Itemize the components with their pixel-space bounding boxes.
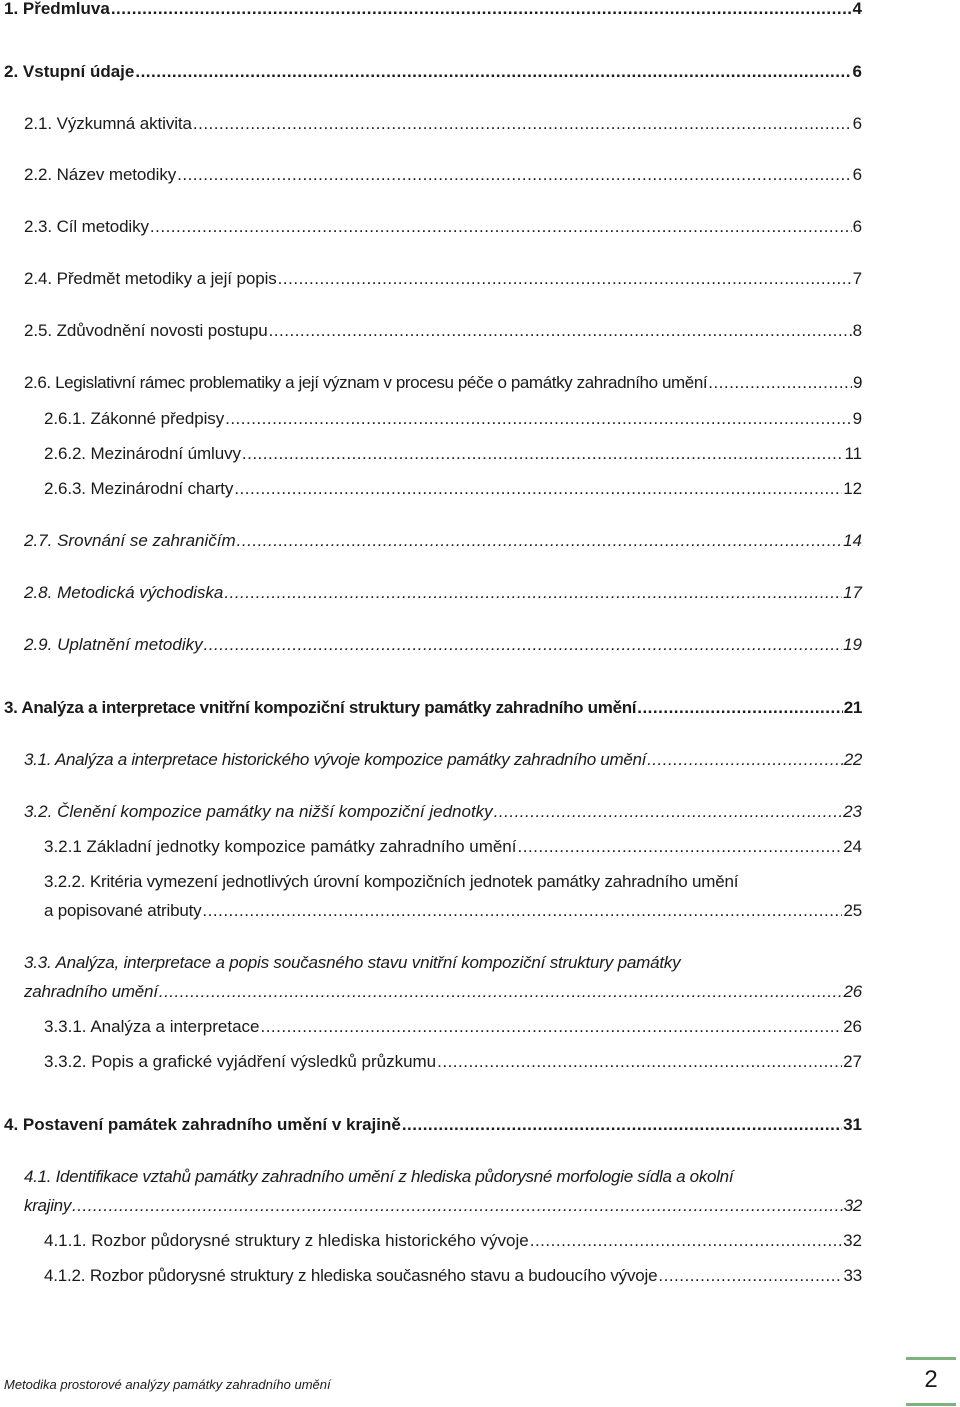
toc-entry-text: 2.6.2. Mezinárodní úmluvy (44, 444, 241, 463)
toc-entry-text: a popisované atributy (44, 901, 202, 920)
toc-entry-page: 24 (843, 837, 862, 856)
toc-entry-page: 32 (843, 1231, 862, 1250)
toc-entry-cil-metodiky[interactable] (24, 212, 862, 241)
toc-entry-text: 2.9. Uplatnění metodiky (24, 635, 203, 654)
toc-entry-text: 2.8. Metodická východiska (24, 583, 224, 602)
toc-entry-page: 7 (852, 269, 862, 288)
toc-entry-text: 2.1. Výzkumná aktivita (24, 114, 192, 133)
toc-entry-page: 26 (843, 982, 862, 1001)
toc-entry-postaveni-pamatek[interactable] (4, 1110, 862, 1139)
toc-entry-predmluva[interactable] (4, 0, 862, 23)
toc-entry-text: 4. Postavení památek zahradního umění v krajině (4, 1115, 401, 1134)
toc-entry-analyza-a-interpretace[interactable] (4, 693, 862, 722)
toc-entry-page: 23 (843, 802, 862, 821)
page-number: 2 (924, 1366, 938, 1393)
toc-entry-text: zahradního umění (24, 982, 158, 1001)
toc-entry-mezinarodni-umluvy[interactable] (44, 439, 862, 468)
toc-entry-page: 6 (852, 165, 862, 184)
toc-entry-text: 2.6.1. Zákonné předpisy (44, 409, 225, 428)
toc-entry-predmet-metodiky[interactable] (24, 264, 862, 293)
toc-entry-text: 2.2. Název metodiky (24, 165, 177, 184)
toc-entry-text: 3.2.1 Základní jednotky kompozice památky zahradního umění (44, 837, 517, 856)
toc-entry-text: 2.6. Legislativní rámec problematiky a její význam v procesu péče o památky zahradního umění (24, 373, 708, 392)
toc-entry-text: 3.1. Analýza a interpretace historického vývoje kompozice památky zahradního umění (24, 750, 647, 769)
toc-entry-text: krajiny (24, 1196, 72, 1215)
toc-entry-text: 2.5. Zdůvodnění novosti postupu (24, 321, 268, 340)
toc-entry-zduvodneni-novosti[interactable] (24, 316, 862, 345)
toc-entry-page: 27 (843, 1052, 862, 1071)
toc-entry-page: 9 (852, 409, 862, 428)
toc-entry-text: 3. Analýza a interpretace vnitřní kompoziční struktury památky zahradního umění (4, 698, 637, 717)
toc-entry-page: 26 (843, 1017, 862, 1036)
toc-entry-page: 9 (852, 373, 862, 392)
toc-entry-text-line1: 3.2.2. Kritéria vymezení jednotlivých úrovní kompozičních jednotek památky zahradního umění (44, 872, 739, 891)
toc-entry-page: 31 (843, 1115, 862, 1134)
toc-entry-page: 21 (843, 698, 862, 717)
toc-entry-text: 3.3.2. Popis a grafické vyjádření výsledků průzkumu (44, 1052, 437, 1071)
toc-entry-historicky-vyvoj[interactable] (24, 745, 862, 774)
toc-entry-text-line1: 3.3. Analýza, interpretace a popis současného stavu vnitřní kompoziční struktury památky (24, 953, 681, 972)
toc-entry-zakonne-predpisy[interactable] (44, 404, 862, 433)
toc-entry-identifikace-vztahu[interactable] (24, 1162, 862, 1220)
toc-entry-page: 11 (844, 444, 862, 463)
toc-entry-vstupni-udaje[interactable] (4, 57, 862, 86)
toc-entry-page: 8 (852, 321, 862, 340)
toc-entry-soucasny-stav[interactable] (24, 948, 862, 1006)
toc-entry-text: 2.4. Předmět metodiky a její popis (24, 269, 277, 288)
toc-entry-page: 6 (852, 114, 862, 133)
toc-entry-page: 6 (852, 62, 862, 81)
toc-entry-page: 32 (843, 1196, 862, 1215)
toc-entry-vyzkumna-aktivita[interactable] (24, 109, 862, 138)
toc-entry-page: 19 (843, 635, 862, 654)
toc-entry-text: 3.3.1. Analýza a interpretace (44, 1017, 260, 1036)
toc-entry-text: 4.1.2. Rozbor půdorysné struktury z hlediska současného stavu a budoucího vývoje (44, 1266, 658, 1285)
footer-title: Metodika prostorové analýzy památky zahradního umění (4, 1377, 331, 1392)
toc-entry-popis-graficke-vyjadreni[interactable] (44, 1047, 862, 1076)
toc-entry-text: 2.3. Cíl metodiky (24, 217, 149, 236)
toc-entry-text-line1: 4.1. Identifikace vztahů památky zahradního umění z hlediska půdorysné morfologie sídla a okolní (24, 1167, 734, 1186)
toc-entry-page: 14 (843, 531, 862, 550)
toc-entry-historicky-rozbor[interactable] (44, 1226, 862, 1255)
toc-entry-legislativni-ramec[interactable] (24, 368, 862, 397)
toc-entry-text: 2.7. Srovnání se zahraničím (24, 531, 236, 550)
page-number-box-bottom-rule (906, 1403, 956, 1406)
toc-entry-zakladni-jednotky[interactable] (44, 832, 862, 861)
toc-entry-cleneni-kompozice[interactable] (24, 797, 862, 826)
toc-entry-text: 2. Vstupní údaje (4, 62, 135, 81)
toc-entry-page: 33 (843, 1266, 862, 1285)
toc-entry-kriteria-vymezeni[interactable] (44, 867, 862, 925)
toc-entry-metodicka-vychodiska[interactable] (24, 578, 862, 607)
toc-entry-mezinarodni-charty[interactable] (44, 474, 862, 503)
toc-entry-nazev-metodiky[interactable] (24, 160, 862, 189)
toc-entry-page: 12 (843, 479, 862, 498)
toc-entry-text: 4.1.1. Rozbor půdorysné struktury z hlediska historického vývoje (44, 1231, 529, 1250)
toc-entry-soucasny-rozbor[interactable] (44, 1261, 862, 1290)
toc-entry-analyza-interpretace[interactable] (44, 1012, 862, 1041)
toc-entry-page: 4 (852, 0, 862, 18)
toc-entry-text: 3.2. Členění kompozice památky na nižší kompoziční jednotky (24, 802, 493, 821)
toc-entry-text: 1. Předmluva (4, 0, 110, 18)
toc-entry-srovnani-se-zahranicim[interactable] (24, 526, 862, 555)
toc-entry-page: 17 (843, 583, 862, 602)
toc-entry-uplatneni-metodiky[interactable] (24, 630, 862, 659)
toc-entry-page: 22 (843, 750, 862, 769)
toc-entry-page: 25 (843, 901, 862, 920)
page-number-box (906, 1357, 956, 1406)
toc-entry-text: 2.6.3. Mezinárodní charty (44, 479, 234, 498)
toc-entry-page: 6 (852, 217, 862, 236)
